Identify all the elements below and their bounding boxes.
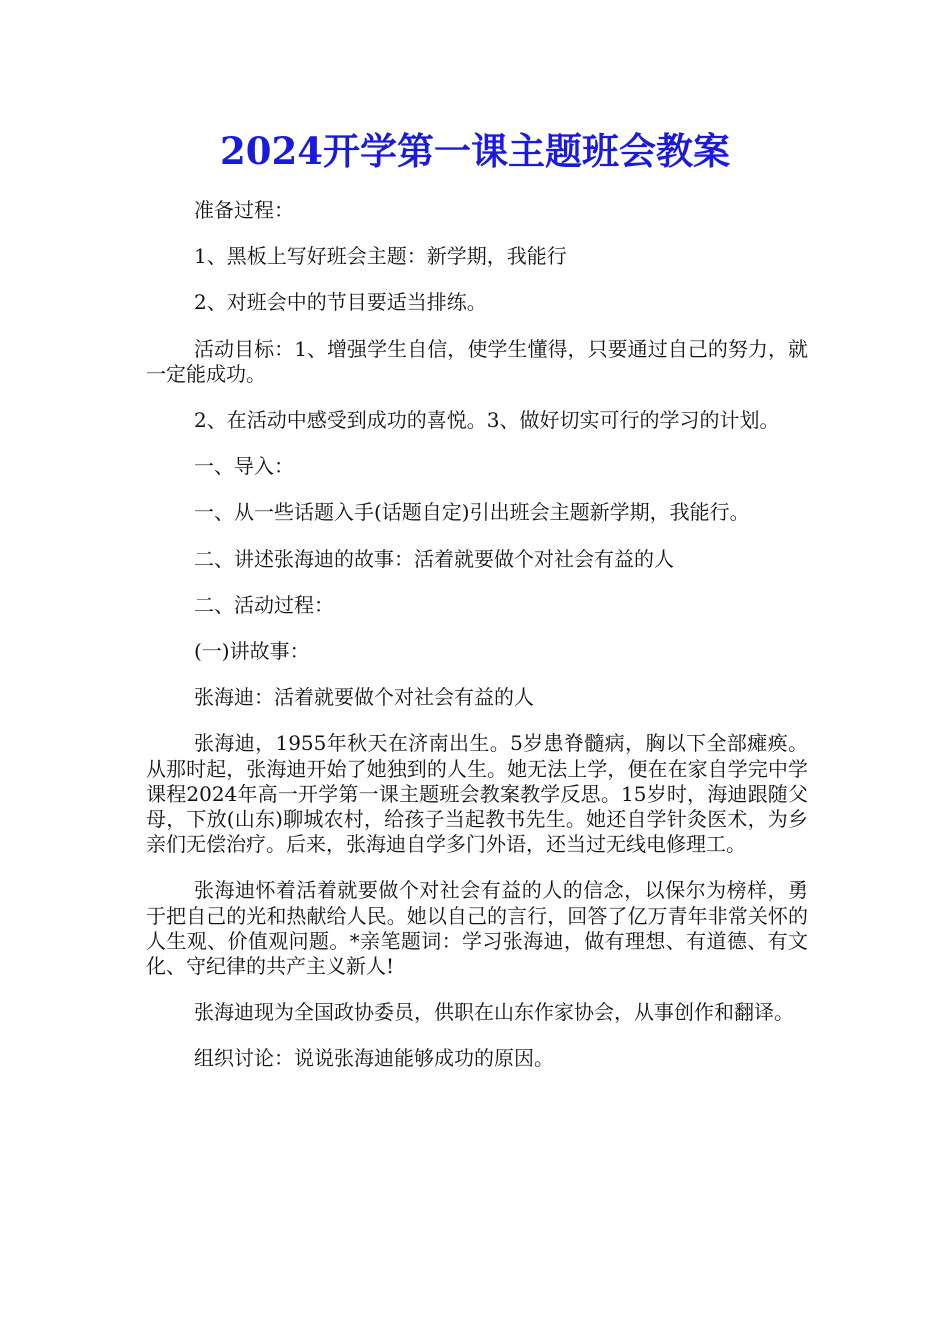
paragraph-discussion: 组织讨论：说说张海迪能够成功的原因。 [194, 1046, 554, 1071]
paragraph-intro-heading: 一、导入： [194, 454, 294, 479]
paragraph-story-heading: (一)讲故事： [194, 639, 310, 664]
paragraph-preparation: 准备过程： [194, 198, 294, 222]
paragraph-story-title: 张海迪：活着就要做个对社会有益的人 [194, 685, 534, 710]
paragraph-goals-2-3: 2、在活动中感受到成功的喜悦。3、做好切实可行的学习的计划。 [194, 408, 780, 433]
paragraph-story-bio: 张海迪，1955年秋天在济南出生。5岁患脊髓病，胸以下全部瘫痪。从那时起，张海迪开始了她独到的人生。她无法上学，便在在家自学完中学课程2024年高一开学第一课主题班会教案教学反思。15岁时，海迪跟随父母，下放(山东)聊城农村，给孩子当起教书先生。她还自学针灸医术，为乡亲们无偿治疗。后来，张海迪自学多门外语，还当过无线电修理工。 [146, 731, 808, 857]
paragraph-intro-2: 二、讲述张海迪的故事：活着就要做个对社会有益的人 [194, 546, 674, 571]
paragraph-story-current: 张海迪现为全国政协委员，供职在山东作家协会，从事创作和翻译。 [194, 1000, 794, 1025]
paragraph-prep-step-2: 2、对班会中的节目要适当排练。 [194, 290, 487, 315]
paragraph-story-belief: 张海迪怀着活着就要做个对社会有益的人的信念，以保尔为榜样，勇于把自己的光和热献给人民。她以自己的言行，回答了亿万青年非常关怀的人生观、价值观问题。*亲笔题词：学习张海迪，做有理想、有道德、有文化、守纪律的共产主义新人! [146, 878, 808, 979]
paragraph-goals: 活动目标：1、增强学生自信，使学生懂得，只要通过自己的努力，就一定能成功。 [146, 336, 808, 386]
paragraph-intro-1: 一、从一些话题入手(话题自定)引出班会主题新学期，我能行。 [194, 500, 750, 525]
paragraph-prep-step-1: 1、黑板上写好班会主题：新学期，我能行 [194, 244, 567, 269]
document-title: 2024开学第一课主题班会教案 [220, 129, 730, 173]
document-body [146, 198, 808, 1093]
paragraph-activity-heading: 二、活动过程： [194, 592, 334, 617]
